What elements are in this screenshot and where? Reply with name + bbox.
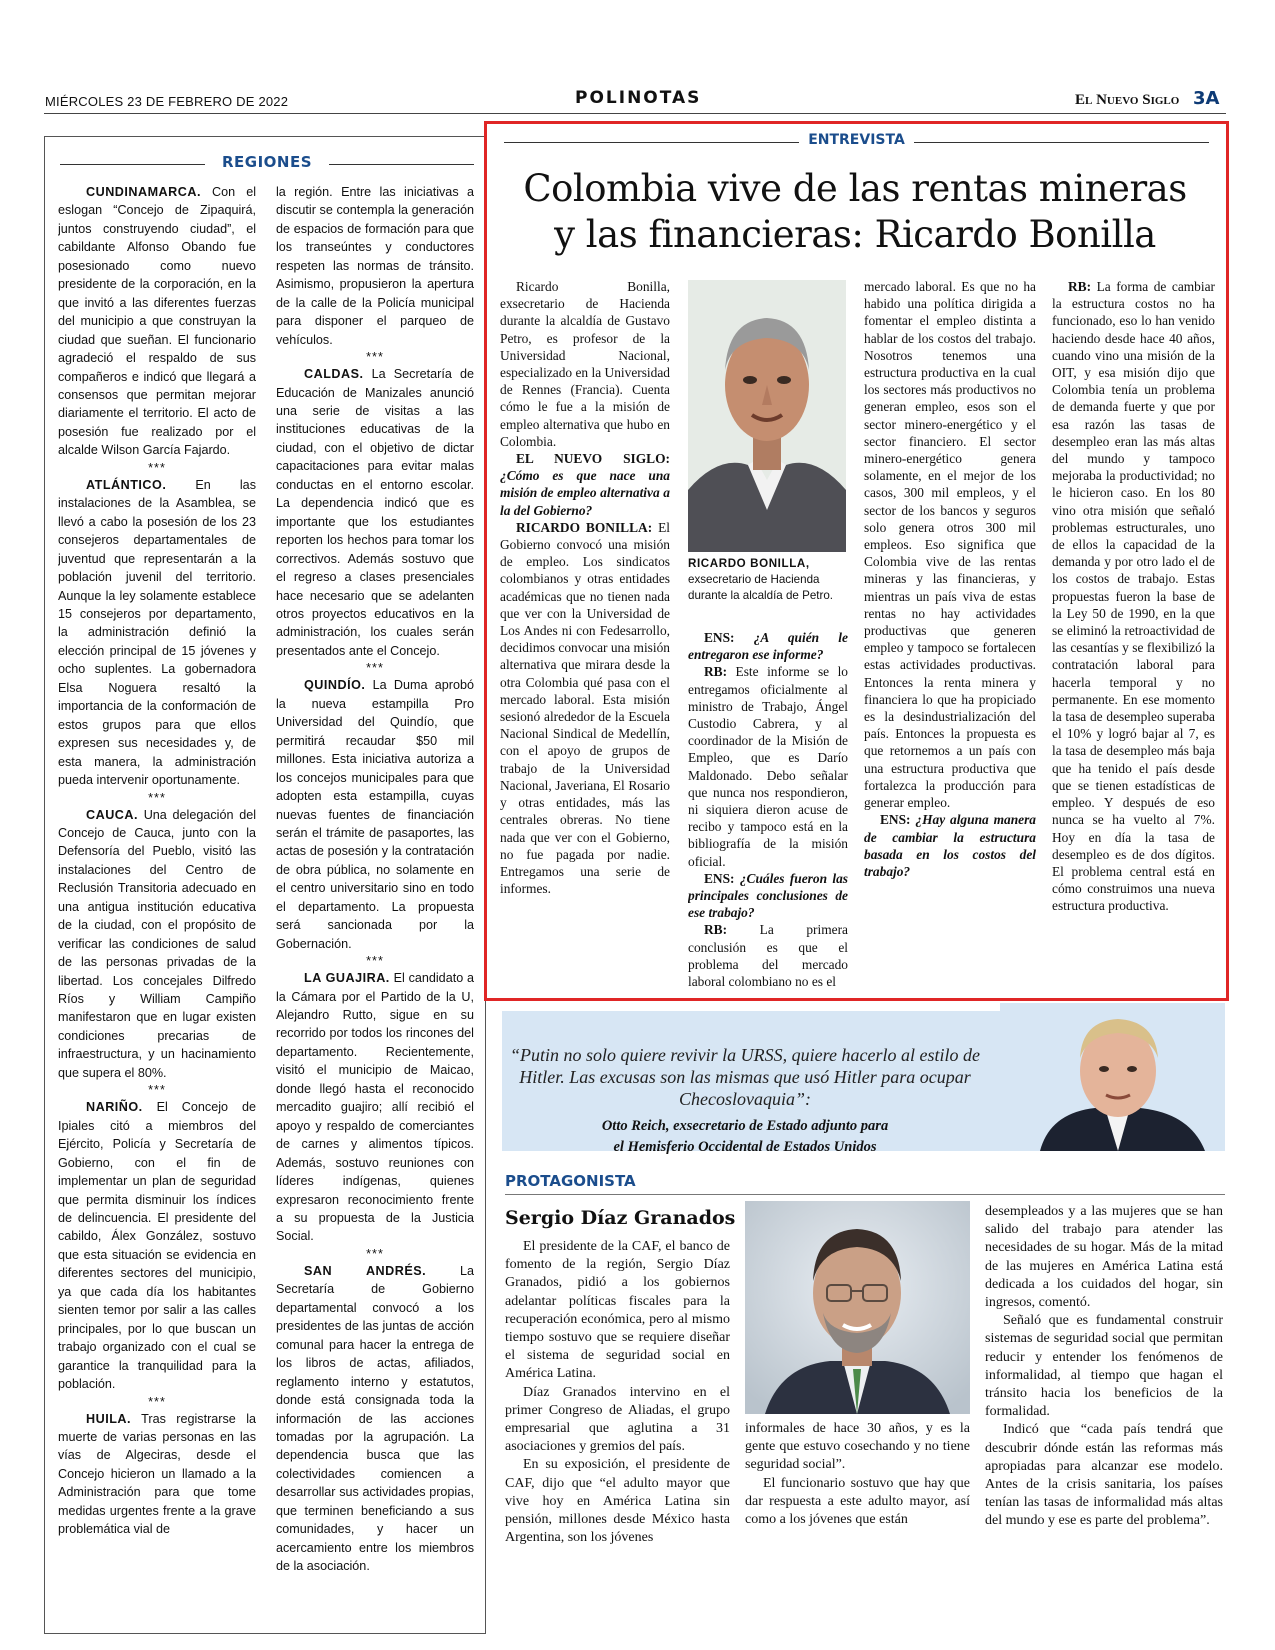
region-item: NARIÑO. El Concejo de Ipiales citó a miembros del Ejército, Policía y Secretaría de Gobierno, con el fin de implementar un plan de seguridad que permita disminuir los índices de delincuencia. El presidente del cabildo, Álex González, sostuvo que esta situación se evidencia en diferentes sectores del municipio, ya que cada día los habitantes sienten temor por salir a las calles principales, por lo que buscan un trabajo organizado con el cual se garantice la tranquilidad para la población.	[58, 1100, 256, 1392]
paragraph: desempleados y a las mujeres que se han salido del trabajo para atender las necesidades de su hogar. Más de la mitad de las mujeres en América Latina está dedicada a los cuidados del hogar, sin ingresos, comentó.	[985, 1204, 1223, 1311]
region-item: SAN ANDRÉS. La Secretaría de Gobierno departamental convocó a los presidentes de las juntas de acción comunal para hacer la entrega de los libros de actas, afiliados, reglamento interno y estatutos, donde está consignada toda la información de las acciones tomadas por la agrupación. La dependencia busca que las colectividades comiencen a desarrollar sus actividades propias, que terminen beneficiando a sus comunidades, y hacer un acercamiento entre los miembros de la asociación.	[276, 1263, 474, 1574]
page-date: MIÉRCOLES 23 DE FEBRERO DE 2022	[45, 94, 289, 109]
region-item: CAUCA. Una delegación del Concejo de Cauca, junto con la Defensoría del Pueblo, visitó las instalaciones del Centro de Reclusión Transitoria adecuado en una antigua institución educativa de la ciudad, con el propósito de verificar las condiciones de salud de las personas privadas de la libertad. Los concejales Dilfredo Ríos y William Campiño manifestaron que en lugar existen condiciones precarias de infraestructura, y un hacinamiento que supera el 80%.	[58, 807, 256, 1080]
interview-answer: RB: La primera conclusión es que el problema del mercado laboral colombiano no es el	[688, 922, 848, 990]
section-title: POLINOTAS	[575, 88, 702, 108]
frase-author: Otto Reich, exsecretario de Estado adjunto para el Hemisferio Occidental de Estados Unidos	[601, 1118, 889, 1155]
page-number: 3A	[1193, 88, 1220, 109]
photo-caption-text: exsecretario de Hacienda durante la alcaldía de Petro.	[688, 573, 834, 602]
paragraph: El presidente de la CAF, el banco de fomento de la región, Sergio Díaz Granados, pidió a los gobiernos adelantar políticas fiscales para la recuperación económica, pero al mismo tiempo sostuvo que se requiere diseñar el sistema de seguridad social en América Latina.	[505, 1239, 730, 1382]
protagonista-column-1	[505, 1238, 730, 1628]
region-item: CALDAS. La Secretaría de Educación de Manizales anunció una serie de visitas a las instituciones educativas de la ciudad, con el objetivo de dictar capacitaciones para evitar malas conductas en el entorno escolar. La dependencia indicó que es importante que los estudiantes reporten los hechos para tomar los correctivos. Además sostuvo que el regreso a clases presenciales hace necesario que se adelanten otros proyectos educativos en la administración, los cuales serán presentados ante el Concejo.	[276, 367, 474, 658]
separator: ***	[148, 460, 166, 475]
interview-headline: Colombia vive de las rentas mineras y las financieras: Ricardo Bonilla	[523, 167, 1187, 256]
paragraph: Díaz Granados intervino en el primer Congreso de Aliadas, el grupo empresarial que aglutina a 31 asociaciones y gremios del país.	[505, 1384, 730, 1455]
separator: ***	[366, 350, 384, 365]
protagonista-column-3	[985, 1203, 1223, 1628]
interview-kicker-label: ENTREVISTA	[808, 132, 905, 148]
paragraph: Señaló que es fundamental construir sistemas de seguridad social que permitan reducir y entender los fenómenos de informalidad, al tiempo que hagan el tránsito hacia los beneficios de la formalidad.	[985, 1313, 1223, 1420]
paragraph: En su exposición, el presidente de CAF, dijo que “el adulto mayor que vive hoy en América Latina sin pensión, millones desde México hasta Argentina, son los jóvenes	[505, 1457, 730, 1546]
region-item: LA GUAJIRA. El candidato a la Cámara por el Partido de la U, Alejandro Rutto, sigue en su recorrido por todos los rincones del departamento. Recientemente, visitó el municipio de Maicao, donde llegó hasta el reconocido mercadito guajiro; allí recibió el apoyo y respaldo de comerciantes de carnes y alimentos típicos. Además, sostuvo reuniones con líderes indígenas, quienes expresaron reconocimiento frente a su propuesta de la Justicia Social.	[276, 971, 474, 1244]
separator: ***	[148, 1083, 166, 1098]
header-divider	[44, 113, 1226, 114]
region-item: la región. Entre las iniciativas a discutir se contempla la generación de espacios de formación para que los transeúntes y conductores respeten las normas de tránsito. Asimismo, propusieron la apertura de la calle de la Policía municipal para disponer el parqueo de vehículos.	[276, 185, 474, 347]
otto-reich-photo	[1000, 1003, 1225, 1151]
interview-answer: RB: Este informe se lo entregamos oficialmente al ministro de Trabajo, Ángel Custodio Cabrera, y al coordinador de la Misión de Empleo, que es Darío Maldonado. Debo señalar que nunca nos respondieron, ni siquiera dieron acuse de recibo y tampoco está en la bibliografía de la misión oficial.	[688, 664, 848, 869]
separator: ***	[148, 790, 166, 805]
interview-answer-continued: mercado laboral. Es que no ha habido una política dirigida a fomentar el empleo distinta a hablar de los costos del trabajo. Nosotros tenemos una estructura productiva en la cual los sectores más productivos no generan empleo, esos son el sector minero-energético y el sector financiero. El sector minero-energético genera solamente, en el mejor de los casos, 300 mil empleos, y el sector de los bancos y seguros solo genera otros 300 mil empleos. Eso significa que Colombia vive de las rentas mineras y las financieras, y mientras un país viva de estas rentas no hay actividades productivas que generen empleo y tampoco se fortalecen estas actividades productivas. Entonces la renta minera y financiera lo que ha propiciado es la desindustrialización del país. Entonces la propuesta es que retornemos a un país con una estructura productiva que fortalezca la producción para generar empleo.	[864, 279, 1036, 811]
paragraph: Indicó que “cada país tendrá que descubrir dónde están las reformas más apropiadas para alcanzar ese modelo. Antes de la crisis sanitaria, los países tenían las tasas de informalidad más altas del mundo y ese es parte del problema”.	[985, 1422, 1223, 1529]
paragraph: El funcionario sostuvo que hay que dar respuesta a este adulto mayor, así como a los jóvenes que están	[745, 1475, 970, 1528]
separator: ***	[366, 661, 384, 676]
photo-caption-name: RICARDO BONILLA,	[688, 557, 810, 570]
photo-caption	[688, 556, 848, 604]
regiones-title: REGIONES	[221, 153, 313, 171]
interview-answer: RB: La forma de cambiar la estructura costos no ha funcionado, eso lo han venido haciendo desde hace 40 años, cuando vino una misión de la OIT, y esa misión dijo que Colombia tenía un problema de demanda fuerte y que por esa razón las tasas de desempleo eran las más altas del mundo y tampoco mejoraba la productividad; no le hicieron caso. En los 80 vino otra misión que señaló problemas estructurales, uno de ellos la capacidad de la demanda y por otro lado el de los costos de trabajo. Estas propuestas fueron la base de la Ley 50 de 1990, en la que se eliminó la retroactividad de las cesantías y se flexibilizó la contratación laboral para hacerla temporal y no permanente. En ese momento la tasa de desempleo superaba el 10% y logró bajar al 7, es la tasa de desempleo más baja que ha tenido el país desde que se tienen estadísticas de empleo. Y después de eso nunca se ha vuelto al 7%. Hoy en día la tasa de desempleo es de dos dígitos. El problema central está en cómo construimos una nueva estructura productiva.	[1052, 279, 1215, 914]
interview-column-1	[500, 278, 670, 993]
interview-answer: RICARDO BONILLA: El Gobierno convocó una misión de empleo. Los sindicatos colombianos y otras entidades académicas que no tienen nada que ver con la Universidad de Los Andes ni con Fedesarrollo, decidimos convocar una misión alternativa que mirara desde la otra Colombia qué pasa con el mercado laboral. Esta misión sesionó alrededor de la Escuela Nacional Sindical de Medellín, con el apoyo de grupos de trabajo de la Universidad Nacional, Javeriana, El Rosario y otras entidades, más las centrales obreras. No tiene nada que ver con el Gobierno, no fue pagada por nadie. Entregamos una serie de informes.	[500, 519, 670, 897]
ricardo-bonilla-photo	[688, 280, 846, 552]
regiones-column-2	[276, 183, 474, 1628]
separator: ***	[148, 1394, 166, 1409]
frase-quote: “Putin no solo quiere revivir la URSS, quiere hacerlo al estilo de Hitler. Las excusas son las mismas que usó Hitler para ocupar Checoslovaquia”:	[510, 1045, 980, 1109]
region-item: CUNDINAMARCA. Con el eslogan “Concejo de Zipaquirá, juntos construyendo ciudad”, el cabildante Alfonso Obando fue posesionado como nuevo presidente de la corporación, en la que invitó a las diferentes fuerzas del municipio a que construyan la ciudad que sueñan. El funcionario agradeció el respaldo de sus compañeros e indicó que llegará a consensos que permitan mejorar diariamente el territorio. El acto de posesión fue realizado por el alcalde Wilson García Fajardo.	[58, 185, 256, 458]
region-item: HUILA. Tras registrarse la muerte de varias personas en las vías de Algeciras, desde el Concejo hicieron un llamado a la Administración para que tome medidas urgentes frente a la grave problemática vial de	[58, 1411, 256, 1537]
interview-kicker	[504, 132, 1209, 154]
protagonista-column-2	[745, 1420, 970, 1625]
protagonista-name: Sergio Díaz Granados	[505, 1207, 736, 1229]
paragraph: informales de hace 30 años, y es la gente que estuvo cosechando y no tiene seguridad social”.	[745, 1421, 970, 1473]
newspaper-name: El Nuevo Siglo	[1075, 92, 1180, 108]
regiones-column-1	[58, 183, 256, 1628]
interview-question: EL NUEVO SIGLO: ¿Cómo es que nace una misión de empleo alternativa a la del Gobierno?	[500, 451, 670, 518]
separator: ***	[366, 954, 384, 969]
protagonista-kicker: PROTAGONISTA	[505, 1172, 636, 1190]
interview-question: ENS: ¿A quién le entregaron ese informe?	[688, 630, 848, 663]
interview-column-3	[864, 278, 1036, 994]
sergio-diaz-granados-photo	[745, 1201, 970, 1414]
interview-column-4	[1052, 278, 1215, 994]
interview-question: ENS: ¿Hay alguna manera de cambiar la estructura basada en los costos del trabajo?	[864, 812, 1036, 879]
protagonista-divider	[505, 1194, 1225, 1195]
separator: ***	[366, 1246, 384, 1261]
region-item: ATLÁNTICO. En las instalaciones de la Asamblea, se llevó a cabo la posesión de los 23 consejeros departamentales de juventud que representarán a la población juvenil del territorio. Aunque la ley solamente establece 15 consejeros por departamento, la administración definió la elección principal de 15 jóvenes y ocho suplentes. La gobernadora Elsa Noguera resaltó la importancia de la conformación de estos grupos para que ellos expresen sus necesidades y, de esta manera, la administración pueda intervenir oportunamente.	[58, 477, 256, 788]
interview-question: ENS: ¿Cuáles fueron las principales conclusiones de ese trabajo?	[688, 870, 848, 921]
regiones-heading	[60, 152, 474, 176]
region-item: QUINDÍO. La Duma aprobó la nueva estampilla Pro Universidad del Quindío, que permitirá recaudar $50 mil millones. Esta iniciativa autoriza a los concejos municipales para que adopten esta estampilla, cuyas nuevas fuentes de financiación serán el trámite de pasaportes, las actas de posesión y la contratación de obra pública, no solamente en el centro universitario sino en todo el departamento. La propuesta será sancionada por la Gobernación.	[276, 678, 474, 951]
interview-column-2	[688, 629, 848, 994]
interview-intro: Ricardo Bonilla, exsecretario de Hacienda durante la alcaldía de Gustavo Petro, es profesor de la Universidad Nacional, especializado en la Universidad de Rennes (Francia). Cuenta cómo le fue a la misión de empleo alternativa que hubo en Colombia.	[500, 279, 670, 449]
